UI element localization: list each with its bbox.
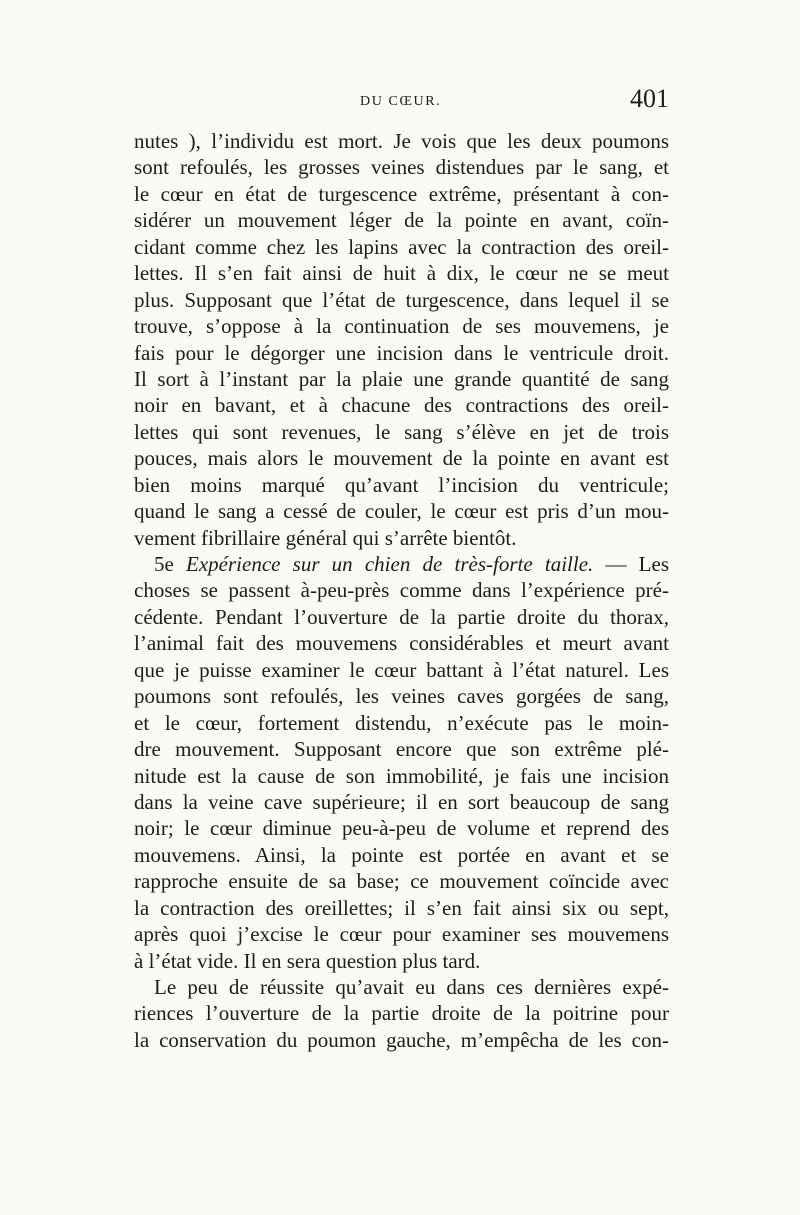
text-line: poumons sont refoulés, les veines caves gorgées de sang,	[134, 684, 669, 709]
experiment-number: 5e	[154, 552, 174, 576]
text-line: le cœur en état de turgescence extrême, présentant à con-	[134, 181, 669, 206]
body-text	[134, 128, 669, 1053]
text-line: quand le sang a cessé de couler, le cœur est pris d’un mou-	[134, 499, 669, 524]
page-number: 401	[630, 84, 669, 113]
running-head	[134, 84, 669, 120]
text-line: dans la veine cave supérieure; il en sort beaucoup de sang	[134, 789, 669, 814]
experiment-title: Expérience sur un chien de très-forte taille.	[186, 552, 594, 576]
text-line: l’animal fait des mouvemens considérables et meurt avant	[134, 631, 669, 656]
text-line: la contraction des oreillettes; il s’en fait ainsi six ou sept,	[134, 895, 669, 920]
text-line: nitude est la cause de son immobilité, je fais une incision	[134, 763, 669, 788]
experiment-dash-text: — Les	[593, 552, 669, 576]
text-line: vement fibrillaire général qui s’arrête bientôt.	[134, 525, 517, 550]
text-line: trouve, s’oppose à la continuation de ses mouvemens, je	[134, 314, 669, 339]
text-line: rapproche ensuite de sa base; ce mouvement coïncide avec	[134, 869, 669, 894]
running-title: DU CŒUR.	[360, 94, 442, 109]
text-line: que je puisse examiner le cœur battant à l’état naturel. Les	[134, 657, 669, 682]
text-line: sont refoulés, les grosses veines distendues par le sang, et	[134, 155, 669, 180]
text-line: la conservation du poumon gauche, m’empêcha de les con-	[134, 1027, 669, 1052]
text-line: et le cœur, fortement distendu, n’exécute pas le moin-	[134, 710, 669, 735]
text-line: cidant comme chez les lapins avec la contraction des oreil-	[134, 234, 669, 259]
text-line: lettes qui sont revenues, le sang s’élève en jet de trois	[134, 419, 669, 444]
text-line: fais pour le dégorger une incision dans le ventricule droit.	[134, 340, 669, 365]
text-line: Le peu de réussite qu’avait eu dans ces dernières expé-	[154, 975, 669, 999]
text-line: noir en bavant, et à chacune des contractions des oreil-	[134, 393, 669, 418]
text-line: Il sort à l’instant par la plaie une grande quantité de sang	[134, 366, 669, 391]
text-line: nutes ), l’individu est mort. Je vois que les deux poumons	[134, 129, 669, 153]
text-line: à l’état vide. Il en sera question plus tard.	[134, 948, 481, 973]
experiment-heading-line	[134, 551, 669, 577]
text-line: mouvemens. Ainsi, la pointe est portée en avant et se	[134, 842, 669, 867]
text-line: noir; le cœur diminue peu-à-peu de volume et reprend des	[134, 816, 669, 841]
text-line: sidérer un mouvement léger de la pointe en avant, coïn-	[134, 208, 669, 233]
text-line: lettes. Il s’en fait ainsi de huit à dix, le cœur ne se meut	[134, 261, 669, 286]
text-line: bien moins marqué qu’avant l’incision du ventricule;	[134, 472, 669, 497]
text-line: choses se passent à-peu-près comme dans l’expérience pré-	[134, 578, 669, 603]
text-line: cédente. Pendant l’ouverture de la partie droite du thorax,	[134, 604, 669, 629]
text-line: pouces, mais alors le mouvement de la pointe en avant est	[134, 446, 669, 471]
text-line: après quoi j’excise le cœur pour examiner ses mouvemens	[134, 922, 669, 947]
text-line: dre mouvement. Supposant encore que son extrême plé-	[134, 737, 669, 762]
text-line: riences l’ouverture de la partie droite de la poitrine pour	[134, 1001, 669, 1026]
text-line: plus. Supposant que l’état de turgescence, dans lequel il se	[134, 287, 669, 312]
